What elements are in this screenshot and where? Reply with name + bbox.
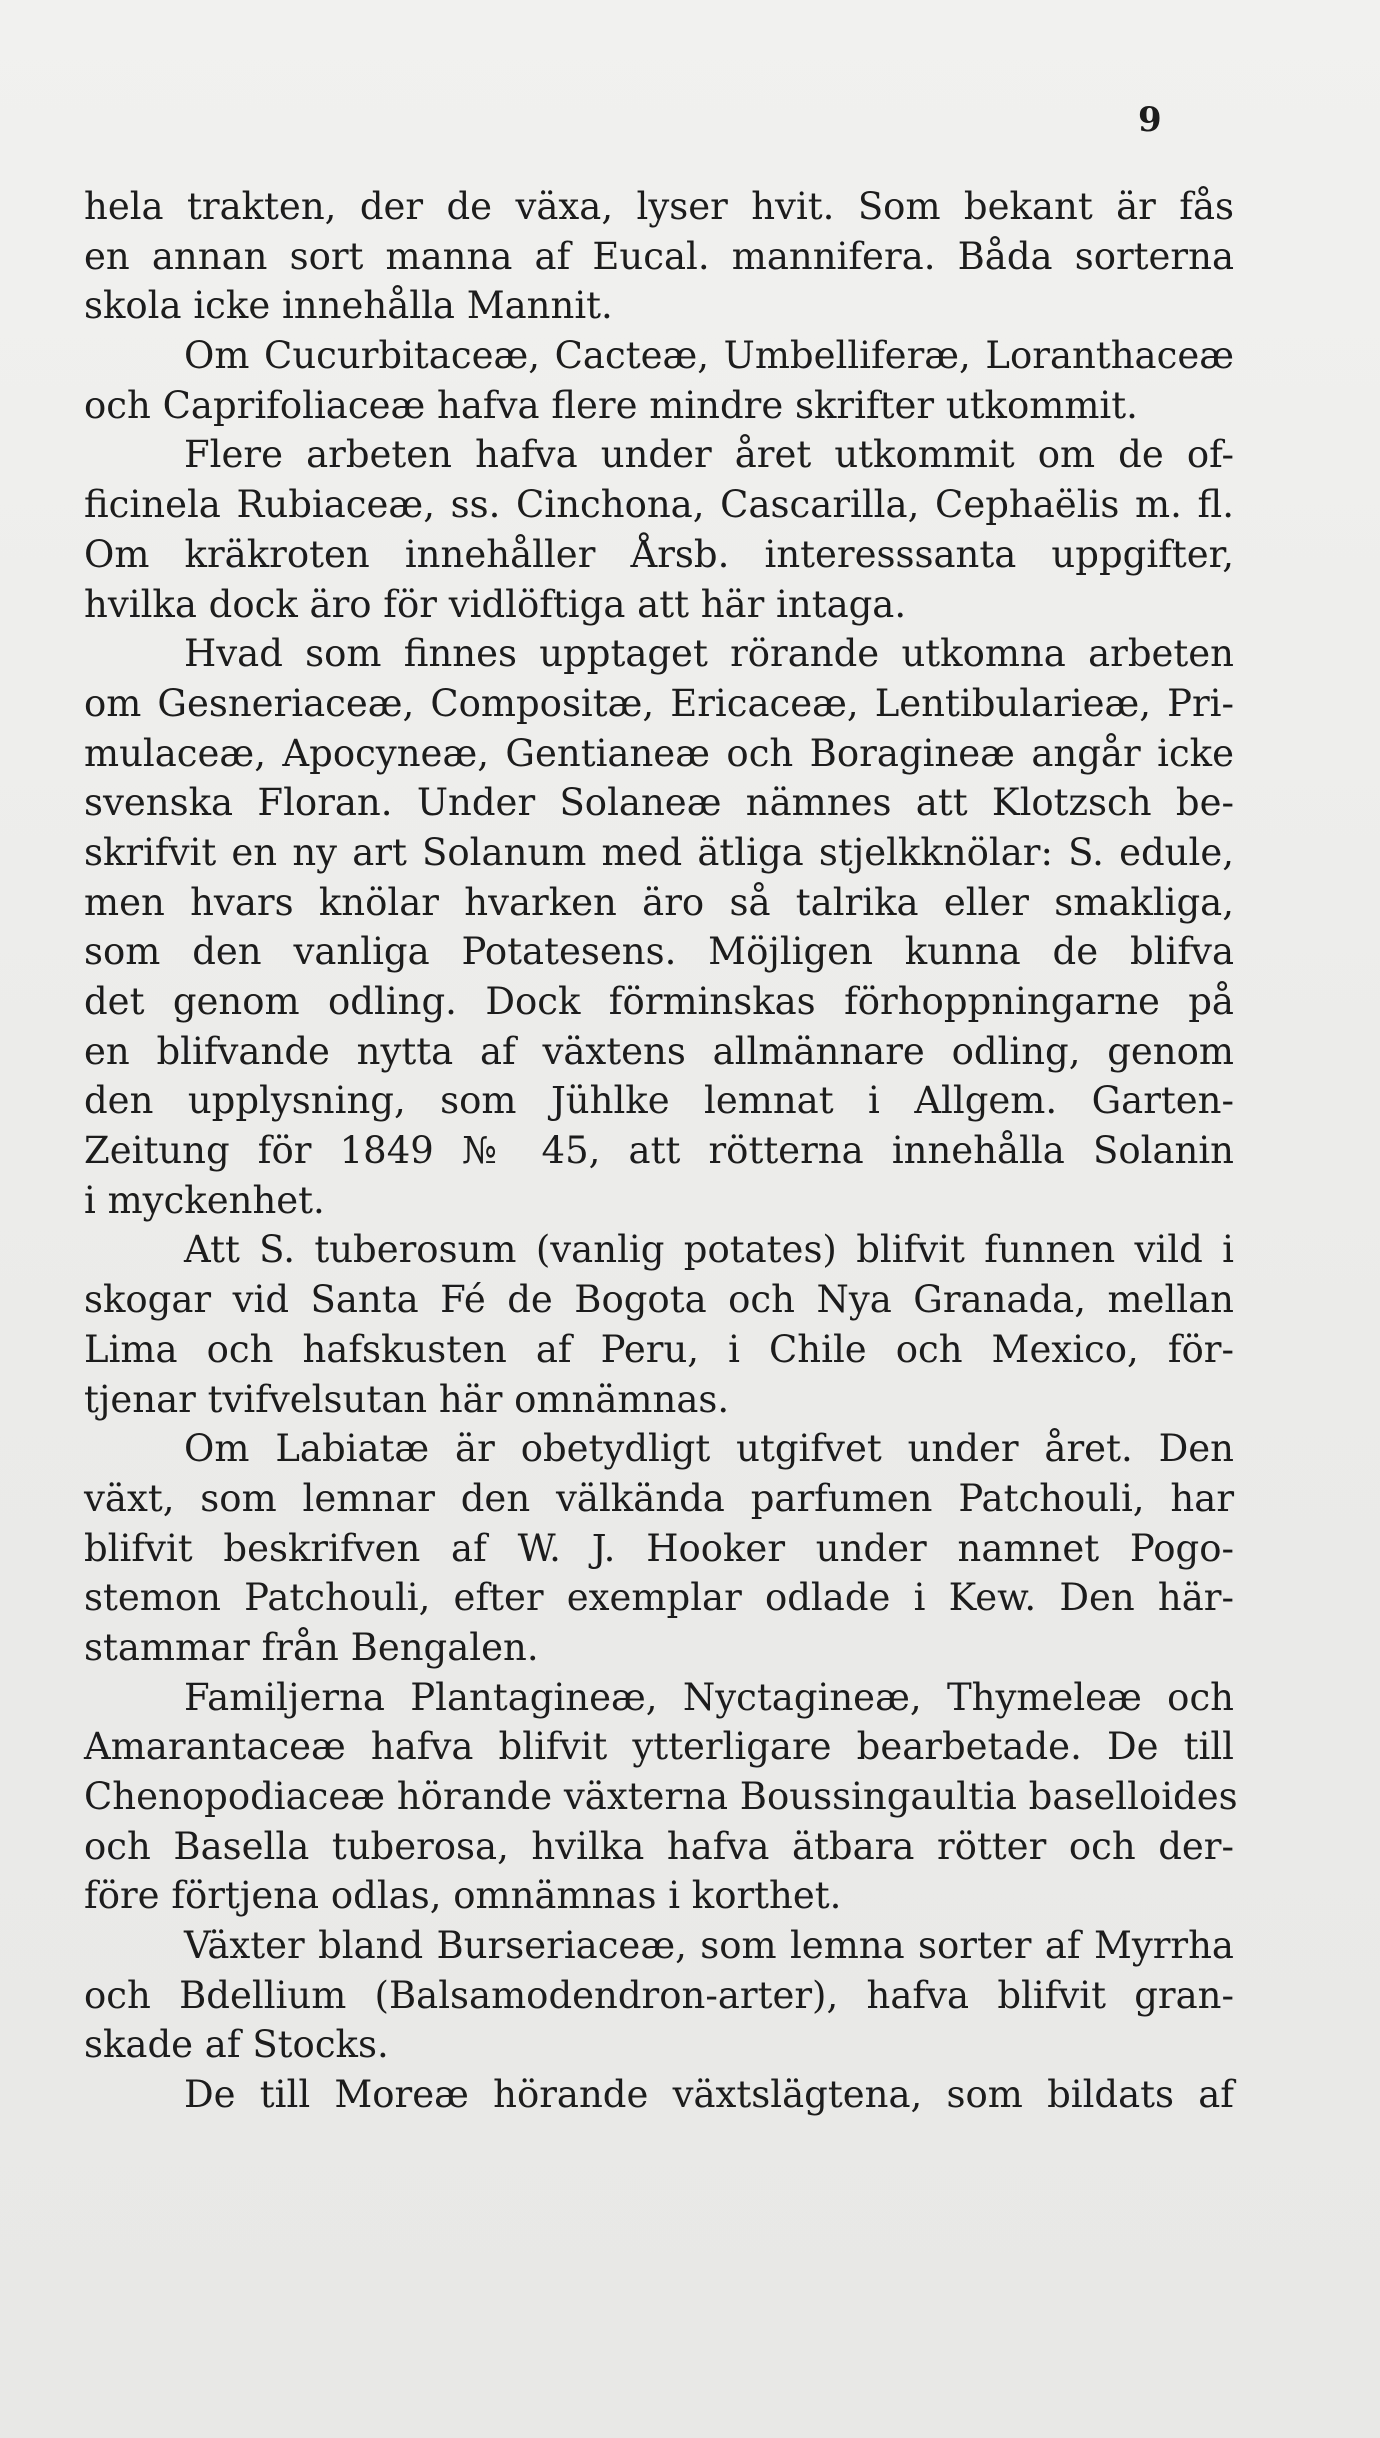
text-line: tjenar tvifvelsutan här omnämnas. (84, 1377, 730, 1421)
text-line: Hvad som finnes upptaget rörande utkomna arbeten (184, 632, 1234, 676)
text-line: det genom odling. Dock förminskas förhoppningarne på (84, 980, 1234, 1023)
text-line: Om Cucurbitaceæ, Cacteæ, Umbelliferæ, Loranthaceæ (184, 334, 1234, 378)
text-line: Chenopodiaceæ hörande växterna Boussingaultia baselloides (84, 1775, 1238, 1818)
text-line: stemon Patchouli, efter exemplar odlade i Kew. Den här- (84, 1576, 1234, 1620)
text-line: Flere arbeten hafva under året utkommit om de of- (184, 433, 1234, 477)
text-line: den upplysning, som Jühlke lemnat i Allgem. Garten- (84, 1079, 1234, 1123)
text-line: men hvars knölar hvarken äro så talrika eller smakliga, (84, 880, 1234, 924)
text-line: i myckenhet. (84, 1178, 325, 1222)
text-line: De till Moreæ hörande växtslägtena, som bildats af (184, 2073, 1234, 2117)
text-line: skogar vid Santa Fé de Bogota och Nya Granada, mellan (84, 1278, 1234, 1322)
text-line: Om kräkroten innehåller Årsb. interesssanta uppgifter, (84, 532, 1234, 576)
text-line: svenska Floran. Under Solaneæ nämnes att Klotzsch be- (84, 781, 1234, 825)
text-line: Familjerna Plantagineæ, Nyctagineæ, Thymeleæ och (184, 1675, 1234, 1719)
text-line: och Bdellium (Balsamodendron-arter), hafva blifvit gran- (84, 1973, 1234, 2017)
text-line: och Basella tuberosa, hvilka hafva ätbara rötter och der- (84, 1824, 1234, 1868)
text-line: Att S. tuberosum (vanlig potates) blifvit funnen vild i (184, 1228, 1234, 1272)
text-line: stammar från Bengalen. (84, 1625, 539, 1669)
text-line: Amarantaceæ hafva blifvit ytterligare bearbetade. De till (84, 1725, 1234, 1769)
text-line: hela trakten, der de växa, lyser hvit. Som bekant är fås (84, 185, 1234, 228)
text-line: mulaceæ, Apocyneæ, Gentianeæ och Boragineæ angår icke (84, 731, 1234, 775)
text-line: blifvit beskrifven af W. J. Hooker under namnet Pogo- (84, 1526, 1234, 1570)
text-line: hvilka dock äro för vidlöftiga att här intaga. (84, 582, 907, 626)
text-line: ficinela Rubiaceæ, ss. Cinchona, Cascarilla, Cephaëlis m. fl. (84, 483, 1234, 527)
text-line: växt, som lemnar den välkända parfumen Patchouli, har (84, 1476, 1234, 1520)
text-line: om Gesneriaceæ, Compositæ, Ericaceæ, Lentibularieæ, Pri- (84, 681, 1234, 725)
text-line: skade af Stocks. (84, 2023, 389, 2067)
text-line: som den vanliga Potatesens. Möjligen kunna de blifva (84, 930, 1234, 974)
text-line: en annan sort manna af Eucal. mannifera. Båda sorterna (84, 234, 1234, 278)
text-line: Zeitung för 1849 № 45, att rötterna innehålla Solanin (84, 1129, 1234, 1173)
text-line: före förtjena odlas, omnämnas i korthet. (84, 1874, 842, 1918)
text-line: och Caprifoliaceæ hafva flere mindre skrifter utkommit. (84, 383, 1138, 427)
text-line: Växter bland Burseriaceæ, som lemna sorter af Myrrha (184, 1924, 1234, 1968)
page-number: 9 (1138, 100, 1162, 140)
text-line: Lima och hafskusten af Peru, i Chile och Mexico, för- (84, 1327, 1234, 1371)
text-line: skrifvit en ny art Solanum med ätliga stjelkknölar: S. edule, (84, 830, 1234, 874)
text-line: Om Labiatæ är obetydligt utgifvet under året. Den (184, 1427, 1234, 1471)
body-text (84, 182, 1238, 2120)
text-line: en blifvande nytta af växtens allmännare odling, genom (84, 1029, 1234, 1073)
text-line: skola icke innehålla Mannit. (84, 284, 613, 328)
